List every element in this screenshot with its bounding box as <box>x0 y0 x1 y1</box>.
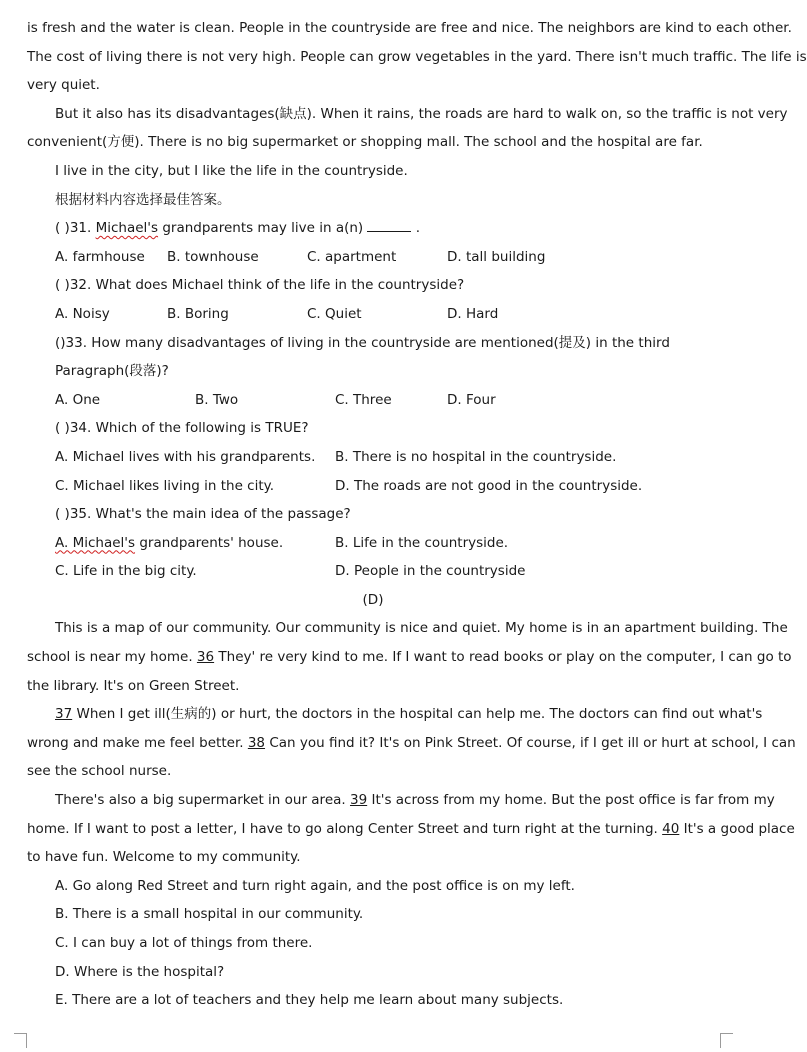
blank-number: 38 <box>247 734 266 751</box>
passage-c-line: convenient(方便). There is no big supermarket or shopping mall. The school and the hospital are far. <box>27 134 703 151</box>
passage-c-line: very quiet. <box>27 77 100 94</box>
question-35: ( )35. What's the main idea of the passage? <box>55 506 351 523</box>
option: C. Three <box>335 391 392 408</box>
document-page <box>27 14 807 1015</box>
question-33-options <box>27 386 719 415</box>
choice-item: A. Go along Red Street and turn right again, and the post office is on my left. <box>55 877 575 894</box>
instruction-text: 根据材料内容选择最佳答案。 <box>55 191 231 208</box>
passage-d-line: see the school nurse. <box>27 763 172 780</box>
option: D. The roads are not good in the countryside. <box>335 477 643 494</box>
option: B. There is no hospital in the countryside. <box>335 448 617 465</box>
question-34-options <box>27 472 719 501</box>
crop-mark-bottom-left <box>14 1033 27 1048</box>
option: C. Life in the big city. <box>55 563 197 580</box>
spell-squiggle-word: A. Michael's <box>55 534 136 551</box>
passage-d-line: school is near my home. 36 They' re very kind to me. If I want to read books or play on the computer, I can go to <box>27 649 792 666</box>
question-35-options <box>27 529 719 558</box>
passage-d-line: home. If I want to post a letter, I have to go along Center Street and turn right at the turning. 40 It's a good place <box>27 820 795 837</box>
option: A. Noisy <box>55 305 110 322</box>
section-heading: (D) <box>362 591 384 608</box>
choice-item: C. I can buy a lot of things from there. <box>55 935 313 951</box>
option: C. Michael likes living in the city. <box>55 477 274 494</box>
option: C. Quiet <box>307 305 362 322</box>
option: A. Michael lives with his grandparents. <box>55 448 316 465</box>
blank-number: 37 <box>55 706 73 723</box>
question-34-options <box>27 443 719 472</box>
option: B. townhouse <box>167 248 259 265</box>
option: B. Two <box>195 391 239 408</box>
passage-d-line: 37 When I get ill(生病的) or hurt, the doctors in the hospital can help me. The doctors can find out what's <box>55 706 763 723</box>
crop-mark-bottom-right <box>720 1033 733 1048</box>
option: B. Boring <box>167 305 229 322</box>
question-31-options <box>27 243 719 272</box>
passage-d-line: There's also a big supermarket in our area. 39 It's across from my home. But the post office is far from my <box>55 792 775 809</box>
passage-c-line: I live in the city, but I like the life in the countryside. <box>55 162 408 179</box>
passage-c-line: The cost of living there is not very high. People can grow vegetables in the yard. There isn't much traffic. The life is <box>27 48 807 65</box>
question-33: ()33. How many disadvantages of living in the countryside are mentioned(提及) in the third <box>55 334 670 351</box>
option: A. Michael's grandparents' house. <box>55 534 284 551</box>
choice-item: E. There are a lot of teachers and they help me learn about many subjects. <box>55 992 564 1009</box>
question-33-cont: Paragraph(段落)? <box>55 363 169 380</box>
answer-blank <box>367 217 411 232</box>
option: C. apartment <box>307 248 397 265</box>
blank-number: 40 <box>662 820 680 837</box>
blank-number: 36 <box>196 649 215 666</box>
passage-c-line: is fresh and the water is clean. People in the countryside are free and nice. The neighbors are kind to each other. <box>27 20 792 36</box>
option: D. People in the countryside <box>335 563 526 580</box>
passage-c-line: But it also has its disadvantages(缺点). When it rains, the roads are hard to walk on, so the traffic is not very <box>55 105 788 122</box>
passage-d-line: the library. It's on Green Street. <box>27 677 240 694</box>
choice-item: D. Where is the hospital? <box>55 963 225 980</box>
passage-d-line: This is a map of our community. Our community is nice and quiet. My home is in an apartment building. The <box>55 620 788 637</box>
blank-number: 39 <box>349 792 368 809</box>
passage-d-line: to have fun. Welcome to my community. <box>27 849 301 866</box>
question-31: ( )31. Michael's grandparents may live in a(n) . <box>27 214 719 243</box>
option: D. Hard <box>447 305 499 322</box>
question-32: ( )32. What does Michael think of the life in the countryside? <box>55 277 465 294</box>
option: D. Four <box>447 391 496 408</box>
question-34: ( )34. Which of the following is TRUE? <box>55 420 309 437</box>
option: A. farmhouse <box>55 248 145 265</box>
question-32-options <box>27 300 719 329</box>
option: D. tall building <box>447 248 546 265</box>
passage-d-line: wrong and make me feel better. 38 Can you find it? It's on Pink Street. Of course, if I get ill or hurt at school, I can <box>27 734 796 751</box>
option: B. Life in the countryside. <box>335 534 509 551</box>
spell-squiggle-word: Michael's <box>95 220 159 237</box>
choice-item: B. There is a small hospital in our community. <box>55 906 364 923</box>
option: A. One <box>55 391 101 408</box>
question-35-options <box>27 557 719 586</box>
